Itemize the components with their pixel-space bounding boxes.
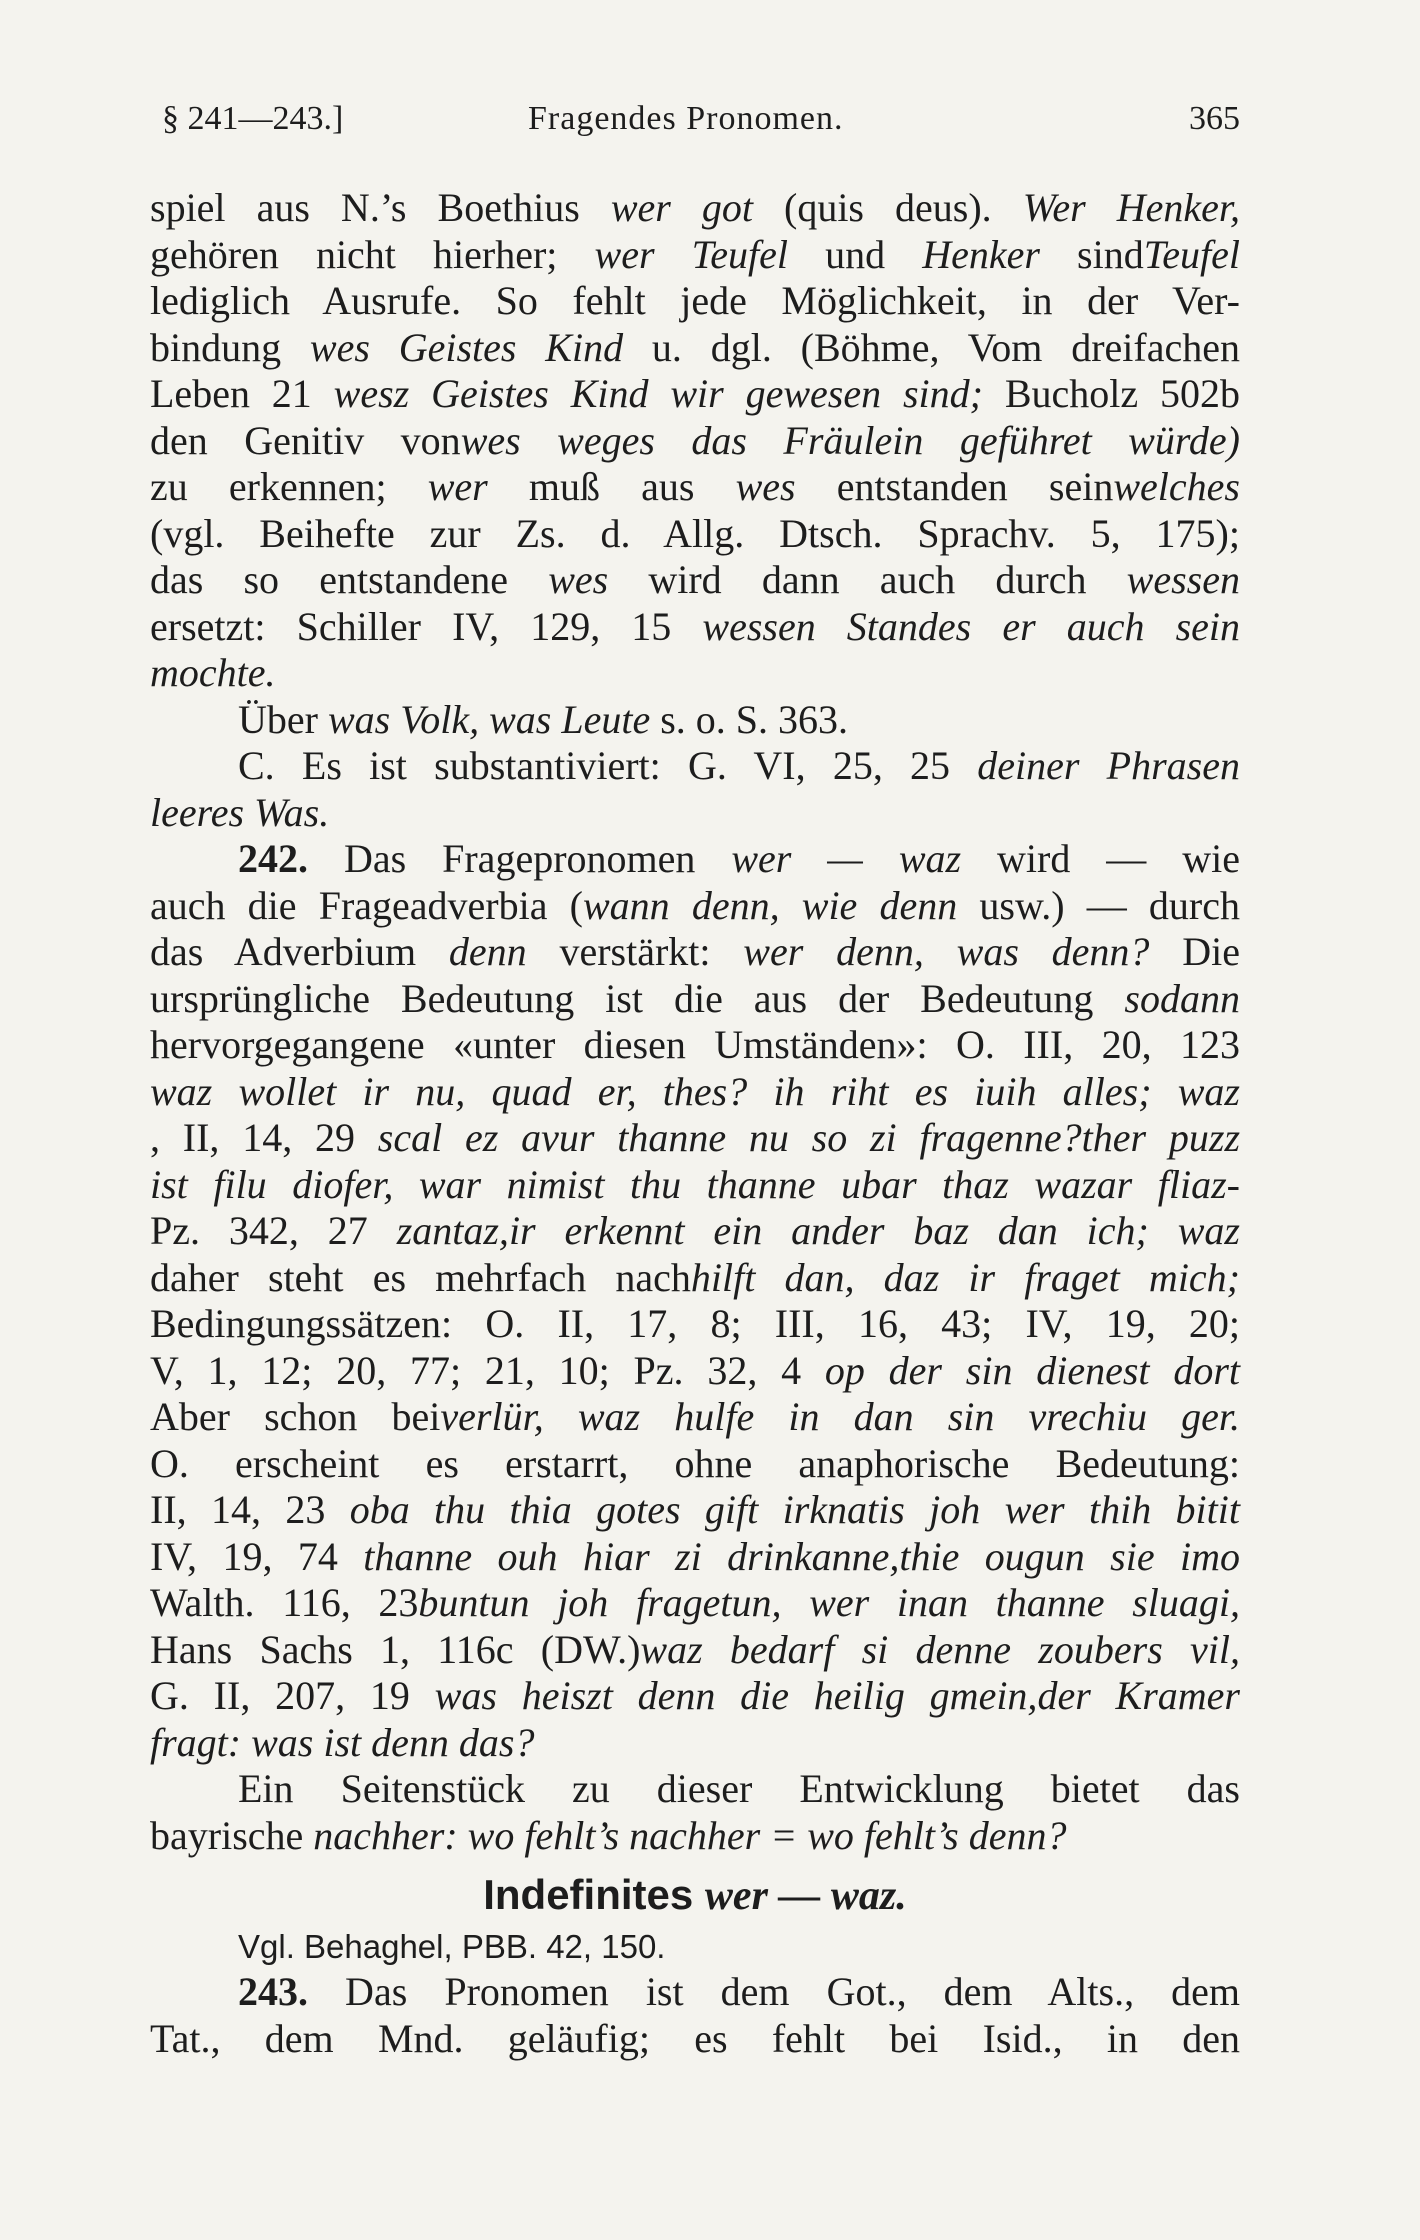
text-line xyxy=(150,185,1240,232)
text-run: G. II, 207, 19 xyxy=(150,1673,435,1718)
text-run: II, 14, 23 xyxy=(150,1487,350,1532)
text-run: ersetzt: Schiller IV, 129, 15 xyxy=(150,603,703,649)
text-line xyxy=(150,1394,1240,1441)
text-line xyxy=(150,1441,1240,1488)
text-line xyxy=(150,1487,1240,1534)
text-line xyxy=(150,1115,1240,1162)
section-number: 243. xyxy=(238,1969,308,2014)
text-line xyxy=(150,1301,1240,1348)
italic-run: denn xyxy=(448,929,527,974)
reference-line: Vgl. Behaghel, PBB. 42, 150. xyxy=(238,1928,666,1965)
paragraphs-241 xyxy=(150,185,1240,836)
text-line xyxy=(150,1348,1240,1395)
text-run: hervorgegangene «unter diesen Umständen»: O. III, 20, 123 xyxy=(150,1022,1240,1067)
page-number: 365 xyxy=(1189,100,1240,137)
text-run: IV, 19, 74 xyxy=(150,1533,364,1579)
text-run: gehören nicht hierher; xyxy=(150,231,595,277)
heading-text: Indefinites xyxy=(483,1871,705,1918)
section-heading xyxy=(150,1865,1240,1925)
italic-run: waz bedarf si denne zoubers vil, xyxy=(640,1626,1240,1672)
italic-run: was Volk, was Leute xyxy=(327,696,651,742)
text-run: , II, 14, 29 xyxy=(150,1115,378,1160)
text-run: muß aus xyxy=(487,464,736,509)
text-run: Über xyxy=(238,696,328,742)
text-run: entstanden sein xyxy=(795,464,1114,509)
italic-run: wer got xyxy=(610,185,753,230)
text-run: den Genitiv von xyxy=(150,417,461,463)
italic-run: wes Geistes Kind xyxy=(309,324,624,370)
text-line xyxy=(150,1673,1240,1720)
italic-run: Wer Henker, xyxy=(1022,185,1241,230)
text-run: Tat., dem Mnd. geläufig; es fehlt bei Isid., in den xyxy=(150,2015,1240,2061)
body-text xyxy=(150,185,1240,2062)
text-run: lediglich Ausrufe. So fehlt jede Möglichkeit, in der Ver- xyxy=(150,278,1240,323)
italic-run: fragt: was ist denn das? xyxy=(150,1719,535,1765)
italic-run: op der sin dienest dort xyxy=(824,1347,1240,1393)
text-run: Ein Seitenstück zu dieser Entwicklung bietet das xyxy=(238,1766,1240,1811)
text-line xyxy=(150,1720,1240,1767)
text-line xyxy=(150,743,1240,790)
text-line xyxy=(150,418,1240,465)
italic-run: sodann xyxy=(1124,975,1240,1021)
italic-run: zantaz, xyxy=(396,1208,509,1253)
italic-run: ir erkennt ein ander baz dan ich; waz xyxy=(508,1208,1241,1253)
text-run: O. erscheint es erstarrt, ohne anaphorische Bedeutung: xyxy=(150,1440,1240,1486)
italic-run: leeres Was. xyxy=(150,789,330,835)
text-run: Pz. 342, 27 xyxy=(150,1208,397,1253)
italic-run: ist filu diofer, war nimist thu thanne ubar thaz wazar fliaz- xyxy=(150,1161,1240,1207)
text-line xyxy=(150,790,1240,837)
section-242 xyxy=(150,836,1240,1859)
text-line xyxy=(150,1627,1240,1674)
text-run: bindung xyxy=(150,324,310,370)
text-line xyxy=(150,836,1240,883)
running-title: Fragendes Pronomen. xyxy=(528,100,844,137)
text-line xyxy=(150,883,1240,930)
italic-run: thanne ouh hiar zi drinkanne, xyxy=(363,1533,900,1579)
italic-run: wes weges das Fräulein geführet würde) xyxy=(460,417,1241,463)
italic-run: thie ougun sie imo xyxy=(899,1533,1240,1579)
text-run: bayrische xyxy=(150,1812,314,1858)
italic-run: was heiszt denn die heilig gmein, xyxy=(434,1673,1038,1718)
text-line xyxy=(150,1069,1240,1116)
text-run: Die xyxy=(1149,929,1240,974)
text-run: Bedingungssätzen: O. II, 17, 8; III, 16, 43; IV, 19, 20; xyxy=(150,1301,1240,1346)
text-run: Walth. 116, 23 xyxy=(150,1580,419,1625)
italic-run: wer denn, was denn? xyxy=(743,929,1150,974)
italic-run: oba thu thia gotes gift irknatis joh wer thih bitit xyxy=(349,1487,1240,1532)
text-line xyxy=(150,511,1240,558)
text-line xyxy=(150,232,1240,279)
text-run: Hans Sachs 1, 116c (DW.) xyxy=(150,1626,641,1672)
text-line xyxy=(150,976,1240,1023)
italic-run: mochte. xyxy=(150,650,276,695)
text-run: verstärkt: xyxy=(526,929,744,974)
italic-run: wer Teufel xyxy=(594,231,788,277)
text-line xyxy=(150,325,1240,372)
text-run: auch die Frageadverbia ( xyxy=(150,882,583,928)
italic-run: buntun joh fragetun, wer inan thanne sluagi, xyxy=(418,1580,1241,1625)
text-run: spiel aus N.’s Boethius xyxy=(150,185,611,230)
italic-run: wer — waz xyxy=(731,836,962,881)
text-line xyxy=(150,2016,1240,2063)
text-run: C. Es ist substantiviert: G. VI, 25, 25 xyxy=(238,743,978,788)
italic-run: deiner Phrasen xyxy=(977,743,1240,788)
text-run: usw.) — durch xyxy=(957,882,1240,928)
text-line xyxy=(150,929,1240,976)
italic-run: Henker xyxy=(922,231,1040,277)
text-run: und xyxy=(787,231,923,277)
text-line xyxy=(150,1022,1240,1069)
text-line xyxy=(150,650,1240,697)
text-line xyxy=(150,1534,1240,1581)
text-run: wird — wie xyxy=(961,836,1241,881)
text-run: das Adverbium xyxy=(150,929,449,974)
text-line xyxy=(150,1162,1240,1209)
section-243 xyxy=(150,1969,1240,2062)
italic-run: wesz Geistes Kind wir gewesen sind; xyxy=(333,371,983,416)
italic-run: scal ez avur thanne nu so zi fragenne? xyxy=(377,1115,1082,1160)
text-line xyxy=(150,464,1240,511)
text-run: ursprüngliche Bedeutung ist die aus der Bedeutung xyxy=(150,975,1125,1021)
text-run: das so entstandene xyxy=(150,557,549,602)
italic-run: welches xyxy=(1113,464,1240,509)
italic-run: wessen xyxy=(1126,557,1240,602)
text-line xyxy=(150,557,1240,604)
text-run: daher steht es mehrfach nach xyxy=(150,1254,691,1300)
text-run: wird dann auch durch xyxy=(608,557,1127,602)
running-header xyxy=(150,100,1240,160)
text-run: s. o. S. 363. xyxy=(650,696,849,742)
text-line xyxy=(150,1766,1240,1813)
italic-run: waz wollet ir nu, quad er, thes? ih riht es iuih alles; waz xyxy=(150,1068,1240,1114)
italic-run: wer xyxy=(427,464,488,509)
text-run: zu erkennen; xyxy=(150,464,428,509)
italic-run: der Kramer xyxy=(1037,1673,1240,1718)
text-run: V, 1, 12; 20, 77; 21, 10; Pz. 32, 4 xyxy=(150,1347,825,1393)
text-line xyxy=(150,371,1240,418)
heading-italic: wer — waz. xyxy=(704,1873,907,1919)
italic-run: wann denn, wie denn xyxy=(582,882,958,928)
italic-run: ther puzz xyxy=(1081,1115,1241,1160)
text-run: Das Fragepronomen xyxy=(308,836,732,881)
text-run: sind xyxy=(1039,231,1144,277)
text-line xyxy=(150,697,1240,744)
text-line xyxy=(150,1813,1240,1860)
text-run: Aber schon bei xyxy=(150,1394,441,1439)
section-number: 242. xyxy=(238,836,308,881)
italic-run: verlür, waz hulfe in dan sin vrechiu ger. xyxy=(440,1394,1240,1439)
text-line xyxy=(150,278,1240,325)
text-run: Bucholz 502b xyxy=(982,371,1240,416)
text-line xyxy=(150,1969,1240,2016)
italic-run: wes xyxy=(735,464,796,509)
text-run: u. dgl. (Böhme, Vom dreifachen xyxy=(623,324,1240,370)
text-run: (vgl. Beihefte zur Zs. d. Allg. Dtsch. Sprachv. 5, 175); xyxy=(150,510,1240,556)
italic-run: hilft dan, daz ir fraget mich; xyxy=(690,1254,1241,1300)
section-range: § 241—243.] xyxy=(162,100,344,137)
text-line xyxy=(150,1208,1240,1255)
italic-run: wes xyxy=(548,557,609,602)
italic-run: nachher: wo fehlt’s nachher = wo fehlt’s denn? xyxy=(313,1812,1067,1858)
text-line xyxy=(150,1580,1240,1627)
text-line xyxy=(150,604,1240,651)
italic-run: wessen Standes er auch sein xyxy=(702,603,1240,649)
text-run: Leben 21 xyxy=(150,371,334,416)
text-run: Das Pronomen ist dem Got., dem Alts., dem xyxy=(308,1969,1240,2014)
italic-run: Teufel xyxy=(1143,231,1241,277)
text-run: (quis deus). xyxy=(752,185,1023,230)
text-line xyxy=(150,1255,1240,1302)
